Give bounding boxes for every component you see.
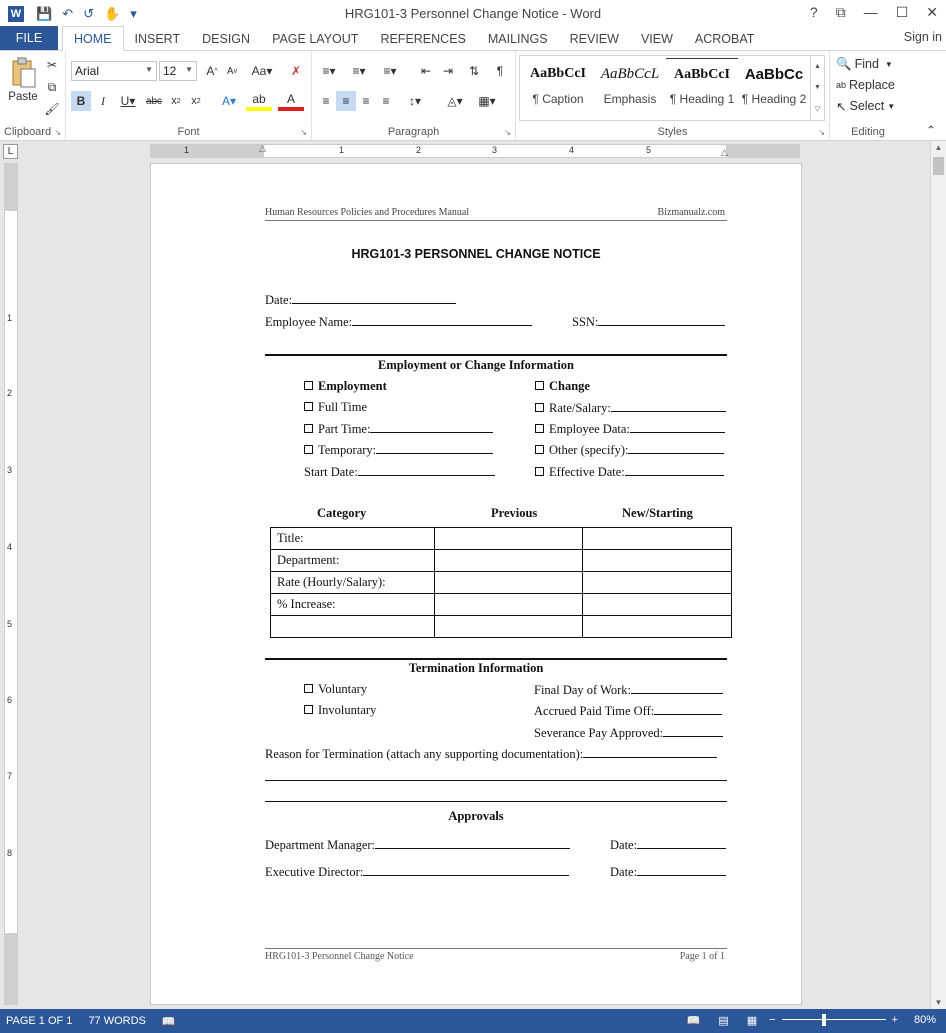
section-divider: [265, 354, 727, 356]
option-label: Involuntary: [318, 703, 377, 717]
accrued-pto-field: [534, 703, 722, 719]
blank-line: [265, 780, 727, 781]
field-label: Date:: [610, 865, 638, 879]
table-header-category: Category: [317, 506, 367, 520]
rate-salary-option: [535, 400, 726, 416]
styles-gallery: [519, 55, 825, 121]
table-cell: Rate (Hourly/Salary):: [271, 572, 435, 594]
read-mode-icon[interactable]: 📖: [686, 1014, 701, 1027]
blank-line: [363, 864, 569, 876]
numbering-icon[interactable]: ≡▾: [352, 64, 366, 78]
right-margin-area: [726, 145, 800, 157]
style-name: ¶ Heading 2: [741, 92, 807, 106]
ribbon-tabs: [0, 27, 946, 51]
paste-button[interactable]: Paste: [8, 91, 38, 103]
strikethrough-icon[interactable]: abc: [145, 95, 163, 107]
minimize-icon[interactable]: —: [863, 4, 878, 20]
field-label: Date:: [610, 838, 638, 852]
table-cell[interactable]: [583, 594, 732, 616]
zoom-knob[interactable]: [822, 1014, 826, 1026]
table-cell[interactable]: [583, 572, 732, 594]
editing-label: Editing: [851, 126, 885, 138]
termination-section-title: Termination Information: [408, 661, 544, 675]
blank-line: [598, 314, 725, 326]
field-label: Final Day of Work:: [534, 683, 632, 697]
multilevel-list-icon[interactable]: ≡▾: [383, 64, 397, 78]
checkbox[interactable]: [304, 684, 313, 693]
paragraph-label: Paragraph: [387, 126, 440, 138]
ruler-number: 4: [569, 145, 575, 155]
employment-section-title: Employment or Change Information: [378, 358, 574, 372]
vertical-ruler[interactable]: [4, 163, 18, 1005]
change-heading: [535, 379, 590, 394]
employee-data-option: [535, 421, 725, 437]
zoom-out-icon[interactable]: −: [769, 1014, 776, 1026]
style-sample: AaBbCcI: [529, 66, 586, 81]
ruler-number: 4: [7, 542, 13, 552]
blank-line: [611, 400, 726, 412]
blank-line: [583, 746, 717, 758]
font-label: Font: [177, 126, 200, 138]
blank-line: [628, 442, 724, 454]
clipboard-launcher-icon[interactable]: ↘: [54, 128, 61, 137]
font-size-value: 12: [163, 64, 177, 78]
exec-director-field: [265, 864, 569, 880]
checkbox[interactable]: [304, 402, 313, 411]
header-left: Human Resources Policies and Procedures Manual: [265, 207, 470, 218]
reason-field: [265, 746, 717, 762]
blank-line: [352, 314, 532, 326]
ruler-number: 3: [7, 465, 13, 475]
blank-line: [358, 464, 495, 476]
editing-group: [830, 51, 906, 141]
tab-design[interactable]: DESIGN: [202, 32, 251, 46]
ssn-field: [572, 314, 725, 330]
styles-scroll[interactable]: [810, 56, 824, 120]
table-cell[interactable]: [435, 550, 583, 572]
find-label: Find: [854, 57, 879, 71]
checkbox[interactable]: [535, 424, 544, 433]
other-specify-option: [535, 442, 724, 458]
option-label: Full Time: [318, 400, 367, 414]
field-label: Severance Pay Approved:: [534, 726, 664, 740]
status-bar: [0, 1009, 946, 1033]
option-label: Rate/Salary:: [549, 401, 611, 415]
footer-left: HRG101-3 Personnel Change Notice: [265, 951, 414, 962]
tab-mailings[interactable]: MAILINGS: [487, 32, 548, 46]
style-sample: AaBbCcL: [600, 66, 660, 82]
final-day-field: [534, 682, 723, 698]
tab-file[interactable]: FILE: [0, 26, 58, 50]
format-painter-icon[interactable]: 🖌: [44, 102, 60, 116]
ruler-number: 7: [7, 771, 13, 781]
start-date-label: Start Date:: [304, 465, 358, 479]
checkbox[interactable]: [304, 445, 313, 454]
table-row: [271, 550, 732, 572]
tab-view[interactable]: VIEW: [640, 32, 673, 46]
quick-access-toolbar: [36, 6, 137, 22]
shading-icon[interactable]: ◬▾: [447, 94, 463, 108]
bold-icon[interactable]: B: [71, 91, 91, 111]
more-styles-icon[interactable]: ▽: [814, 106, 821, 113]
style-heading-1[interactable]: [666, 58, 738, 118]
header-divider: [265, 220, 727, 221]
option-label: Part Time:: [318, 422, 371, 436]
style-name: Emphasis: [603, 92, 657, 106]
blank-line: [663, 725, 723, 737]
option-label: Employee Data:: [549, 422, 630, 436]
date-field: [265, 292, 456, 308]
ruler-row: [0, 141, 946, 161]
indent-marker-icon[interactable]: △: [259, 143, 266, 153]
blank-line: [630, 421, 725, 433]
sign-in-link[interactable]: Sign in: [903, 30, 942, 44]
clipboard-group: [0, 51, 66, 141]
table-cell[interactable]: [583, 528, 732, 550]
category-table: [270, 527, 732, 638]
zoom-in-icon[interactable]: +: [891, 1014, 898, 1026]
blank-line: [376, 442, 493, 454]
help-icon[interactable]: ?: [809, 4, 818, 20]
ruler-number: 1: [339, 145, 345, 155]
footer-right: Page 1 of 1: [679, 951, 725, 962]
ssn-label: SSN:: [572, 315, 599, 329]
show-formatting-icon[interactable]: ¶: [496, 64, 504, 78]
blank-line: [637, 864, 726, 876]
horizontal-ruler[interactable]: [150, 144, 800, 158]
line-spacing-icon[interactable]: ↕▾: [408, 94, 422, 108]
scroll-up-icon[interactable]: ▲: [934, 143, 943, 152]
voluntary-option: [304, 682, 367, 697]
font-launcher-icon[interactable]: ↘: [300, 128, 307, 137]
ruler-number: 5: [646, 145, 652, 155]
ruler-number: 8: [7, 848, 13, 858]
web-layout-icon[interactable]: ▦: [746, 1014, 758, 1027]
ribbon: [0, 51, 946, 141]
style-sample: AaBbCc: [744, 66, 804, 83]
page-count[interactable]: PAGE 1 OF 1: [6, 1015, 73, 1027]
table-cell[interactable]: [435, 616, 583, 638]
blank-line: [265, 801, 727, 802]
subscript-icon[interactable]: x 2: [171, 95, 181, 107]
touch-mode-icon[interactable]: ✋: [104, 5, 121, 21]
word-count[interactable]: 77 WORDS: [88, 1015, 146, 1027]
replace-button[interactable]: [836, 76, 895, 94]
table-row: [271, 616, 732, 638]
exec-director-date-field: [610, 864, 726, 880]
tab-insert[interactable]: INSERT: [134, 32, 181, 46]
table-row: [271, 528, 732, 550]
reason-label: Reason for Termination (attach any supporting documentation):: [265, 747, 584, 761]
close-icon[interactable]: ✕: [926, 4, 938, 20]
ruler-number: 6: [7, 695, 13, 705]
chevron-down-icon: ▼: [185, 65, 193, 74]
blank-line: [375, 837, 570, 849]
change-heading-text: Change: [549, 379, 590, 393]
style-name: ¶ Caption: [532, 92, 584, 106]
tab-home[interactable]: HOME: [62, 26, 124, 51]
print-layout-icon[interactable]: ▤: [718, 1014, 729, 1027]
binoculars-icon: 🔍: [836, 56, 852, 71]
table-row: [271, 594, 732, 616]
option-label: Effective Date:: [549, 465, 625, 479]
document-page[interactable]: [150, 163, 802, 1005]
chevron-down-icon: ▼: [887, 101, 896, 111]
option-label: Temporary:: [318, 443, 377, 457]
copy-icon[interactable]: ⧉: [47, 79, 57, 94]
superscript-icon[interactable]: x 2: [191, 95, 201, 107]
tab-selector[interactable]: L: [3, 144, 18, 159]
increase-indent-icon[interactable]: ⇥: [442, 64, 454, 78]
checkbox[interactable]: [535, 403, 544, 412]
proofing-icon[interactable]: 📖: [161, 1015, 176, 1028]
option-label: Other (specify):: [549, 443, 629, 457]
window-controls: [810, 4, 938, 21]
chevron-down-icon[interactable]: ▼: [814, 84, 821, 91]
date-label: Date:: [265, 293, 293, 307]
full-time-option: [304, 400, 367, 415]
paragraph-launcher-icon[interactable]: ↘: [504, 128, 511, 137]
checkbox[interactable]: [304, 705, 313, 714]
blank-line: [625, 464, 724, 476]
tab-review[interactable]: REVIEW: [569, 32, 619, 46]
bottom-margin-area: [5, 933, 17, 1005]
borders-icon[interactable]: ▦▾: [478, 94, 496, 108]
font-size-combo[interactable]: [159, 61, 197, 81]
bullets-icon[interactable]: ≡▾: [322, 64, 336, 78]
style-sample: AaBbCcI: [666, 58, 738, 84]
customize-qat-icon[interactable]: ▾: [130, 5, 137, 21]
part-time-option: [304, 421, 493, 437]
severance-field: [534, 725, 723, 741]
clear-formatting-icon[interactable]: ✗: [290, 64, 302, 78]
tab-references[interactable]: REFERENCES: [380, 32, 466, 46]
decrease-indent-icon[interactable]: ⇤: [420, 64, 432, 78]
align-center-icon[interactable]: ≡: [336, 91, 356, 111]
maximize-icon[interactable]: ☐: [895, 4, 909, 20]
employee-name-label: Employee Name:: [265, 315, 353, 329]
zoom-slider[interactable]: [782, 1013, 886, 1027]
section-divider: [265, 658, 727, 660]
header-right: Bizmanualz.com: [657, 207, 725, 218]
paste-icon[interactable]: [6, 55, 40, 91]
zoom-track: [782, 1019, 886, 1020]
option-label: Voluntary: [318, 682, 368, 696]
table-header-new-starting: New/Starting: [622, 506, 693, 520]
select-button[interactable]: [836, 97, 895, 115]
redo-icon[interactable]: ↺: [83, 5, 94, 21]
vertical-scrollbar[interactable]: [930, 141, 946, 1009]
field-label: Accrued Paid Time Off:: [534, 704, 655, 718]
replace-icon: ab: [836, 80, 847, 90]
ruler-number: 1: [7, 313, 13, 323]
blank-line: [292, 292, 456, 304]
table-cell: Department:: [271, 550, 435, 572]
dept-manager-field: [265, 837, 570, 853]
checkbox[interactable]: [535, 445, 544, 454]
footer-divider: [265, 948, 727, 949]
blank-line: [631, 682, 723, 694]
styles-launcher-icon[interactable]: ↘: [818, 128, 825, 137]
change-case-icon[interactable]: Aa▾: [251, 64, 273, 78]
right-indent-marker-icon[interactable]: △: [721, 147, 728, 157]
italic-icon[interactable]: I: [101, 93, 105, 108]
table-cell[interactable]: [583, 550, 732, 572]
align-left-icon[interactable]: ≡: [322, 94, 330, 108]
style-emphasis[interactable]: [594, 58, 666, 118]
cut-icon[interactable]: ✂: [46, 58, 58, 72]
shrink-font-icon[interactable]: A v: [226, 65, 238, 77]
clipboard-label: Clipboard: [4, 126, 52, 138]
text-effects-icon[interactable]: A▾: [221, 94, 237, 108]
table-cell[interactable]: [435, 594, 583, 616]
title-bar: [0, 0, 946, 27]
employee-name-field: [265, 314, 532, 330]
font-color-icon[interactable]: A: [278, 91, 304, 111]
ruler-number: 2: [7, 388, 13, 398]
align-right-icon[interactable]: ≡: [362, 94, 370, 108]
blank-line: [654, 703, 722, 715]
ruler-number: 1: [184, 145, 190, 155]
grow-font-icon[interactable]: A ^: [206, 64, 218, 78]
temporary-option: [304, 442, 493, 458]
sort-icon[interactable]: ⇅: [468, 64, 480, 78]
highlight-icon[interactable]: ab: [246, 91, 272, 111]
tab-page-layout[interactable]: PAGE LAYOUT: [272, 32, 359, 46]
styles-group: [516, 51, 830, 141]
dept-manager-date-field: [610, 837, 726, 853]
employment-heading-text: Employment: [318, 379, 387, 393]
left-margin-area: [150, 145, 264, 157]
font-group: [66, 51, 312, 141]
table-cell[interactable]: [271, 616, 435, 638]
chevron-down-icon: ▼: [145, 65, 153, 74]
start-date-field: [304, 464, 495, 480]
involuntary-option: [304, 703, 376, 718]
ribbon-display-icon[interactable]: ⧉: [835, 4, 846, 20]
table-header-previous: Previous: [491, 506, 538, 520]
styles-label: Styles: [657, 126, 688, 138]
window-title: HRG101-3 Personnel Change Notice - Word: [344, 6, 602, 21]
replace-label: Replace: [849, 78, 895, 92]
employment-heading: [304, 379, 387, 394]
zoom-level[interactable]: 80%: [913, 1014, 936, 1026]
table-cell[interactable]: [435, 528, 583, 550]
scroll-down-icon[interactable]: ▼: [934, 998, 943, 1007]
save-icon[interactable]: 💾: [36, 5, 53, 21]
checkbox[interactable]: [304, 424, 313, 433]
effective-date-option: [535, 464, 724, 480]
style-name: ¶ Heading 1: [669, 92, 735, 106]
table-cell[interactable]: [435, 572, 583, 594]
collapse-ribbon-icon[interactable]: ⌃: [926, 125, 936, 137]
font-name-value: Arial: [75, 64, 100, 78]
ruler-number: 3: [492, 145, 498, 155]
field-label: Executive Director:: [265, 865, 364, 879]
top-margin-area: [5, 163, 17, 211]
document-title: HRG101-3 PERSONNEL CHANGE NOTICE: [351, 247, 601, 261]
select-label: Select: [849, 99, 885, 113]
checkbox[interactable]: [535, 381, 544, 390]
tab-acrobat[interactable]: ACROBAT: [694, 32, 755, 46]
chevron-up-icon[interactable]: ▲: [814, 63, 821, 70]
style-caption[interactable]: [522, 58, 594, 118]
ruler-number: 5: [7, 619, 13, 629]
scroll-thumb[interactable]: [933, 157, 944, 175]
paragraph-group: [312, 51, 516, 141]
cursor-icon: ↖: [836, 99, 847, 114]
table-row: [271, 572, 732, 594]
blank-line: [370, 421, 493, 433]
zoom-area: [687, 1013, 936, 1027]
chevron-down-icon: ▼: [884, 59, 893, 69]
table-cell: Title:: [271, 528, 435, 550]
table-cell: % Increase:: [271, 594, 435, 616]
underline-icon[interactable]: U▾: [120, 94, 136, 108]
field-label: Department Manager:: [265, 838, 376, 852]
justify-icon[interactable]: ≡: [382, 94, 390, 108]
table-cell[interactable]: [583, 616, 732, 638]
ruler-number: 2: [416, 145, 422, 155]
undo-icon[interactable]: ↶: [62, 5, 74, 21]
style-heading-2[interactable]: [738, 58, 810, 118]
find-button[interactable]: [836, 55, 893, 73]
font-name-combo[interactable]: [71, 61, 157, 81]
checkbox[interactable]: [304, 381, 313, 390]
approvals-section-title: Approvals: [448, 809, 504, 823]
word-app-icon[interactable]: W: [8, 6, 24, 22]
checkbox[interactable]: [535, 467, 544, 476]
blank-line: [637, 837, 726, 849]
